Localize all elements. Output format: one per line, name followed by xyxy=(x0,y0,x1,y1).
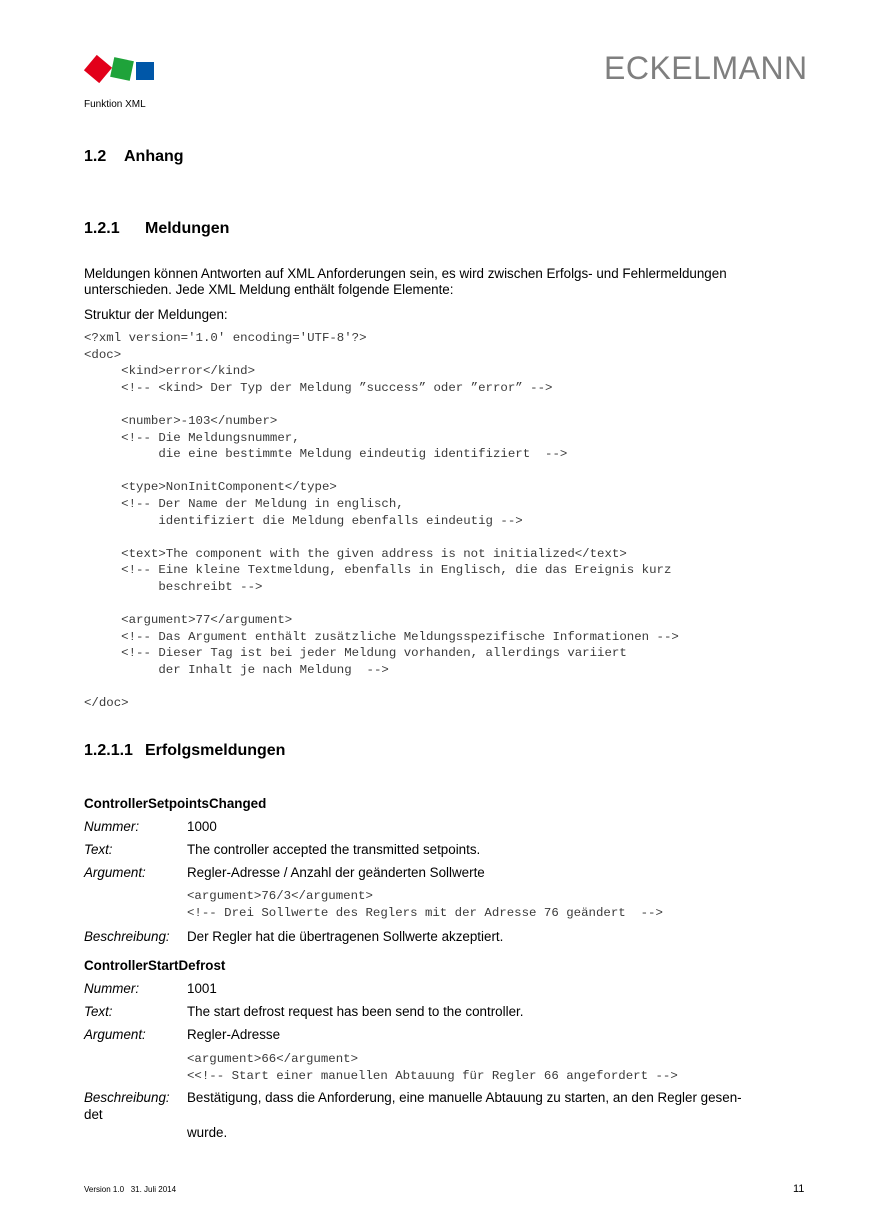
code-line: <argument>77</argument> xyxy=(84,613,293,628)
subsubsection-number: 1.2.1.1 xyxy=(84,742,133,759)
text-label: Text: xyxy=(84,1004,113,1019)
beschreibung-value: Der Regler hat die übertragenen Sollwerte akzeptiert. xyxy=(187,929,504,944)
code-line xyxy=(84,529,679,546)
nummer-value: 1000 xyxy=(187,819,217,834)
code-line: identifiziert die Meldung ebenfalls eindeutig --> xyxy=(84,513,523,528)
brand-name: ECKELMANN xyxy=(604,50,808,86)
header-label: Funktion XML xyxy=(84,99,146,110)
argument-code: <argument>76/3</argument> xyxy=(187,889,373,903)
code-line: <text>The component with the given address is not initialized</text> xyxy=(84,546,627,561)
subsection-heading xyxy=(84,220,230,238)
code-line xyxy=(84,678,679,695)
section-title: Anhang xyxy=(124,148,184,165)
code-line: <number>-103</number> xyxy=(84,413,278,428)
subsection-number: 1.2.1 xyxy=(84,220,120,237)
argument-comment: <!-- Drei Sollwerte des Reglers mit der Adresse 76 geändert --> xyxy=(187,906,663,920)
code-line xyxy=(84,396,679,413)
text-label: Text: xyxy=(84,842,113,857)
code-line: beschreibt --> xyxy=(84,579,263,594)
code-line: der Inhalt je nach Meldung --> xyxy=(84,662,389,677)
code-line: die eine bestimmte Meldung eindeutig identifiziert --> xyxy=(84,447,568,462)
subsection-title: Meldungen xyxy=(145,220,230,237)
code-line: <?xml version='1.0' encoding='UTF-8'?> xyxy=(84,331,367,345)
argument-value: Regler-Adresse / Anzahl der geänderten Sollwerte xyxy=(187,865,485,880)
intro-paragraph xyxy=(84,266,804,298)
code-line: <!-- Der Name der Meldung in englisch, xyxy=(84,496,404,511)
xml-code-block xyxy=(84,330,679,712)
structure-label: Struktur der Meldungen: xyxy=(84,307,228,322)
beschreibung-value-cont: wurde. xyxy=(187,1125,228,1140)
logo xyxy=(84,58,156,82)
intro-line: unterschieden. Jede XML Meldung enthält folgende Elemente: xyxy=(84,282,454,297)
page-number: 11 xyxy=(793,1183,805,1195)
code-line: <!-- Die Meldungsnummer, xyxy=(84,430,300,445)
argument-label: Argument: xyxy=(84,1027,146,1042)
code-line: <type>NonInitComponent</type> xyxy=(84,480,337,495)
code-line: </doc> xyxy=(84,696,129,711)
code-line: <doc> xyxy=(84,347,122,362)
logo-red-square xyxy=(84,55,112,83)
argument-code: <argument>66</argument> xyxy=(187,1052,359,1066)
nummer-label: Nummer: xyxy=(84,819,140,834)
argument-label: Argument: xyxy=(84,865,146,880)
beschreibung-label: Beschreibung: xyxy=(84,929,170,944)
code-line: <!-- Das Argument enthält zusätzliche Meldungsspezifische Informationen --> xyxy=(84,629,679,644)
code-line: <!-- <kind> Der Typ der Meldung ”success” oder ”error” --> xyxy=(84,380,553,395)
message-title: ControllerSetpointsChanged xyxy=(84,796,267,811)
argument-value: Regler-Adresse xyxy=(187,1027,281,1042)
message-title: ControllerStartDefrost xyxy=(84,958,226,973)
code-line: <!-- Dieser Tag ist bei jeder Meldung vorhanden, allerdings variiert xyxy=(84,646,627,661)
argument-comment: <<!-- Start einer manuellen Abtauung für Regler 66 angefordert --> xyxy=(187,1069,678,1083)
beschreibung-value-wrap: det xyxy=(84,1107,103,1122)
code-line xyxy=(84,596,679,613)
nummer-value: 1001 xyxy=(187,981,217,996)
beschreibung-value: Bestätigung, dass die Anforderung, eine manuelle Abtauung zu starten, an den Regler gesen- xyxy=(187,1090,742,1105)
code-line: <!-- Eine kleine Textmeldung, ebenfalls in Englisch, die das Ereignis kurz xyxy=(84,563,672,578)
intro-line: Meldungen können Antworten auf XML Anforderungen sein, es wird zwischen Erfolgs- und Fehlermeldungen xyxy=(84,266,727,281)
subsubsection-title: Erfolgsmeldungen xyxy=(145,742,286,759)
nummer-label: Nummer: xyxy=(84,981,140,996)
footer-version: Version 1.0 31. Juli 2014 xyxy=(84,1185,177,1194)
logo-blue-square xyxy=(136,62,154,80)
section-heading xyxy=(84,148,184,166)
text-value: The start defrost request has been send to the controller. xyxy=(187,1004,524,1019)
section-number: 1.2 xyxy=(84,148,107,165)
logo-green-square xyxy=(110,57,134,81)
code-line xyxy=(84,463,679,480)
code-line: <kind>error</kind> xyxy=(84,364,256,379)
beschreibung-label: Beschreibung: xyxy=(84,1090,170,1105)
text-value: The controller accepted the transmitted setpoints. xyxy=(187,842,481,857)
subsubsection-heading xyxy=(84,742,286,760)
